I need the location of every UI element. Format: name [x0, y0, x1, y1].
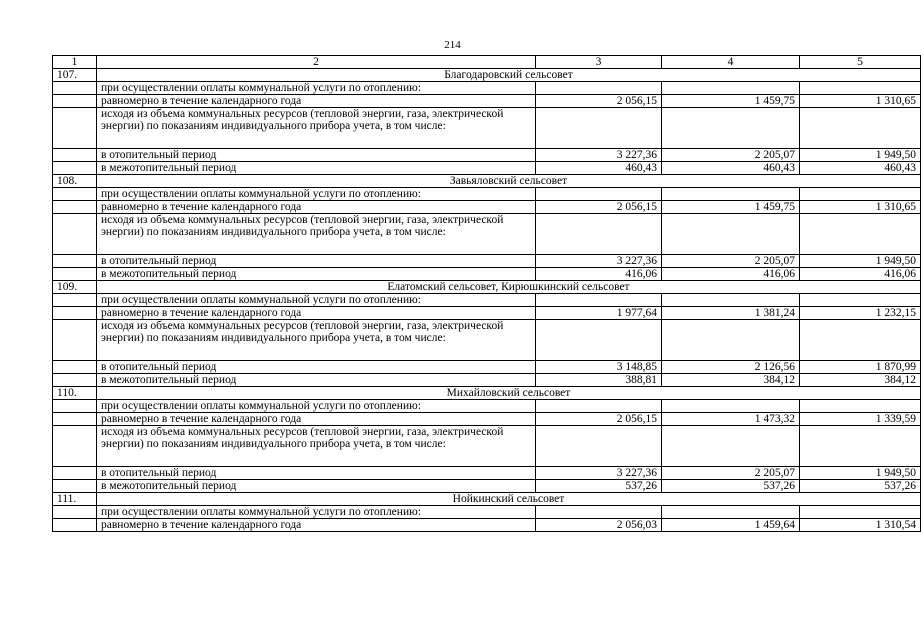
row-number-cell: [53, 320, 97, 361]
table-row: [53, 467, 921, 480]
value-col-4: 2 205,07: [662, 255, 800, 268]
column-header: 3: [536, 56, 662, 69]
section-header-row: [53, 387, 921, 400]
value-col-5: 1 949,50: [800, 255, 921, 268]
row-label: исходя из объема коммунальных ресурсов (тепловой энергии, газа, электрической энергии) по показаниям индивидуального прибора учета, в том числе:: [97, 426, 536, 467]
section-name: Михайловский сельсовет: [97, 387, 921, 400]
table-row: [53, 201, 921, 214]
table-row: [53, 82, 921, 95]
row-label: исходя из объема коммунальных ресурсов (тепловой энергии, газа, электрической энергии) по показаниям индивидуального прибора учета, в том числе:: [97, 320, 536, 361]
row-label: в отопительный период: [97, 467, 536, 480]
row-number-cell: [53, 361, 97, 374]
section-header-row: [53, 281, 921, 294]
value-col-3: 537,26: [536, 480, 662, 493]
table-row: [53, 214, 921, 255]
row-label: в отопительный период: [97, 361, 536, 374]
row-number-cell: [53, 426, 97, 467]
row-number-cell: [53, 162, 97, 175]
value-col-3: 2 056,15: [536, 95, 662, 108]
row-number-cell: [53, 294, 97, 307]
tariff-table: [52, 55, 921, 532]
row-number-cell: [53, 413, 97, 426]
column-header: 1: [53, 56, 97, 69]
table-row: [53, 149, 921, 162]
value-col-4: 2 205,07: [662, 467, 800, 480]
table-row: [53, 506, 921, 519]
section-number: 107.: [53, 69, 97, 82]
row-label: в межотопительный период: [97, 162, 536, 175]
value-col-3: 416,06: [536, 268, 662, 281]
row-number-cell: [53, 214, 97, 255]
value-col-3: 460,43: [536, 162, 662, 175]
value-col-4: 2 126,56: [662, 361, 800, 374]
row-number-cell: [53, 255, 97, 268]
section-number: 108.: [53, 175, 97, 188]
section-name: Елатомский сельсовет, Кирюшкинский сельсовет: [97, 281, 921, 294]
row-label: равномерно в течение календарного года: [97, 201, 536, 214]
value-col-5: [800, 320, 921, 361]
value-col-5: 537,26: [800, 480, 921, 493]
table-row: [53, 108, 921, 149]
row-number-cell: [53, 95, 97, 108]
row-number-cell: [53, 82, 97, 95]
value-col-4: 1 459,75: [662, 201, 800, 214]
value-col-5: [800, 426, 921, 467]
value-col-5: 1 310,65: [800, 95, 921, 108]
value-col-5: 1 339,59: [800, 413, 921, 426]
row-label: равномерно в течение календарного года: [97, 95, 536, 108]
value-col-5: 1 310,65: [800, 201, 921, 214]
value-col-5: 1 310,54: [800, 519, 921, 532]
value-col-4: 1 473,32: [662, 413, 800, 426]
row-number-cell: [53, 268, 97, 281]
value-col-5: 384,12: [800, 374, 921, 387]
value-col-4: 1 459,64: [662, 519, 800, 532]
row-number-cell: [53, 307, 97, 320]
value-col-3: 1 977,64: [536, 307, 662, 320]
section-header-row: [53, 69, 921, 82]
table-row: [53, 268, 921, 281]
row-number-cell: [53, 201, 97, 214]
row-number-cell: [53, 480, 97, 493]
section-name: Нойкинский сельсовет: [97, 493, 921, 506]
row-number-cell: [53, 188, 97, 201]
value-col-3: 2 056,15: [536, 413, 662, 426]
row-number-cell: [53, 149, 97, 162]
page-number: 214: [444, 39, 461, 51]
row-label: равномерно в течение календарного года: [97, 307, 536, 320]
value-col-4: [662, 506, 800, 519]
section-number: 110.: [53, 387, 97, 400]
section-header-row: [53, 493, 921, 506]
table-row: [53, 400, 921, 413]
column-header: 4: [662, 56, 800, 69]
value-col-3: 3 227,36: [536, 149, 662, 162]
row-label: при осуществлении оплаты коммунальной услуги по отоплению:: [97, 82, 536, 95]
table-row: [53, 320, 921, 361]
value-col-5: [800, 82, 921, 95]
row-number-cell: [53, 506, 97, 519]
value-col-5: [800, 108, 921, 149]
value-col-3: 2 056,15: [536, 201, 662, 214]
value-col-3: [536, 294, 662, 307]
row-label: в межотопительный период: [97, 480, 536, 493]
table-row: [53, 413, 921, 426]
column-header: 2: [97, 56, 536, 69]
value-col-5: 416,06: [800, 268, 921, 281]
value-col-3: [536, 82, 662, 95]
value-col-3: [536, 108, 662, 149]
value-col-5: [800, 188, 921, 201]
row-label: равномерно в течение календарного года: [97, 413, 536, 426]
table-row: [53, 361, 921, 374]
row-number-cell: [53, 467, 97, 480]
row-number-cell: [53, 400, 97, 413]
value-col-4: [662, 214, 800, 255]
tariff-table-body: [53, 56, 921, 532]
column-header-row: [53, 56, 921, 69]
section-number: 109.: [53, 281, 97, 294]
table-row: [53, 294, 921, 307]
row-label: при осуществлении оплаты коммунальной услуги по отоплению:: [97, 506, 536, 519]
row-label: при осуществлении оплаты коммунальной услуги по отоплению:: [97, 294, 536, 307]
value-col-5: 1 949,50: [800, 467, 921, 480]
value-col-3: 3 148,85: [536, 361, 662, 374]
row-label: в межотопительный период: [97, 268, 536, 281]
value-col-4: 384,12: [662, 374, 800, 387]
value-col-4: 2 205,07: [662, 149, 800, 162]
table-row: [53, 374, 921, 387]
value-col-4: 460,43: [662, 162, 800, 175]
section-header-row: [53, 175, 921, 188]
value-col-5: 1 870,99: [800, 361, 921, 374]
value-col-5: 1 232,15: [800, 307, 921, 320]
table-row: [53, 162, 921, 175]
value-col-3: [536, 188, 662, 201]
value-col-3: 2 056,03: [536, 519, 662, 532]
row-label: исходя из объема коммунальных ресурсов (тепловой энергии, газа, электрической энергии) по показаниям индивидуального прибора учета, в том числе:: [97, 108, 536, 149]
column-header: 5: [800, 56, 921, 69]
value-col-4: 1 459,75: [662, 95, 800, 108]
row-label: в отопительный период: [97, 255, 536, 268]
row-label: при осуществлении оплаты коммунальной услуги по отоплению:: [97, 188, 536, 201]
row-label: исходя из объема коммунальных ресурсов (тепловой энергии, газа, электрической энергии) по показаниям индивидуального прибора учета, в том числе:: [97, 214, 536, 255]
value-col-3: [536, 506, 662, 519]
row-number-cell: [53, 519, 97, 532]
value-col-5: 1 949,50: [800, 149, 921, 162]
value-col-4: [662, 108, 800, 149]
table-row: [53, 307, 921, 320]
value-col-4: [662, 294, 800, 307]
value-col-5: [800, 214, 921, 255]
table-row: [53, 95, 921, 108]
value-col-4: [662, 426, 800, 467]
section-name: Благодаровский сельсовет: [97, 69, 921, 82]
value-col-5: [800, 400, 921, 413]
row-number-cell: [53, 108, 97, 149]
row-label: при осуществлении оплаты коммунальной услуги по отоплению:: [97, 400, 536, 413]
value-col-5: [800, 506, 921, 519]
table-row: [53, 188, 921, 201]
value-col-4: [662, 82, 800, 95]
value-col-3: 388,81: [536, 374, 662, 387]
value-col-4: 1 381,24: [662, 307, 800, 320]
value-col-3: [536, 426, 662, 467]
value-col-3: 3 227,36: [536, 467, 662, 480]
value-col-3: [536, 214, 662, 255]
value-col-4: 537,26: [662, 480, 800, 493]
table-row: [53, 480, 921, 493]
table-row: [53, 255, 921, 268]
row-number-cell: [53, 374, 97, 387]
value-col-3: [536, 400, 662, 413]
value-col-5: [800, 294, 921, 307]
value-col-4: [662, 320, 800, 361]
section-number: 111.: [53, 493, 97, 506]
value-col-3: [536, 320, 662, 361]
table-row: [53, 426, 921, 467]
table-row: [53, 519, 921, 532]
value-col-4: [662, 400, 800, 413]
value-col-4: 416,06: [662, 268, 800, 281]
value-col-4: [662, 188, 800, 201]
row-label: в отопительный период: [97, 149, 536, 162]
row-label: равномерно в течение календарного года: [97, 519, 536, 532]
value-col-5: 460,43: [800, 162, 921, 175]
value-col-3: 3 227,36: [536, 255, 662, 268]
row-label: в межотопительный период: [97, 374, 536, 387]
section-name: Завьяловский сельсовет: [97, 175, 921, 188]
